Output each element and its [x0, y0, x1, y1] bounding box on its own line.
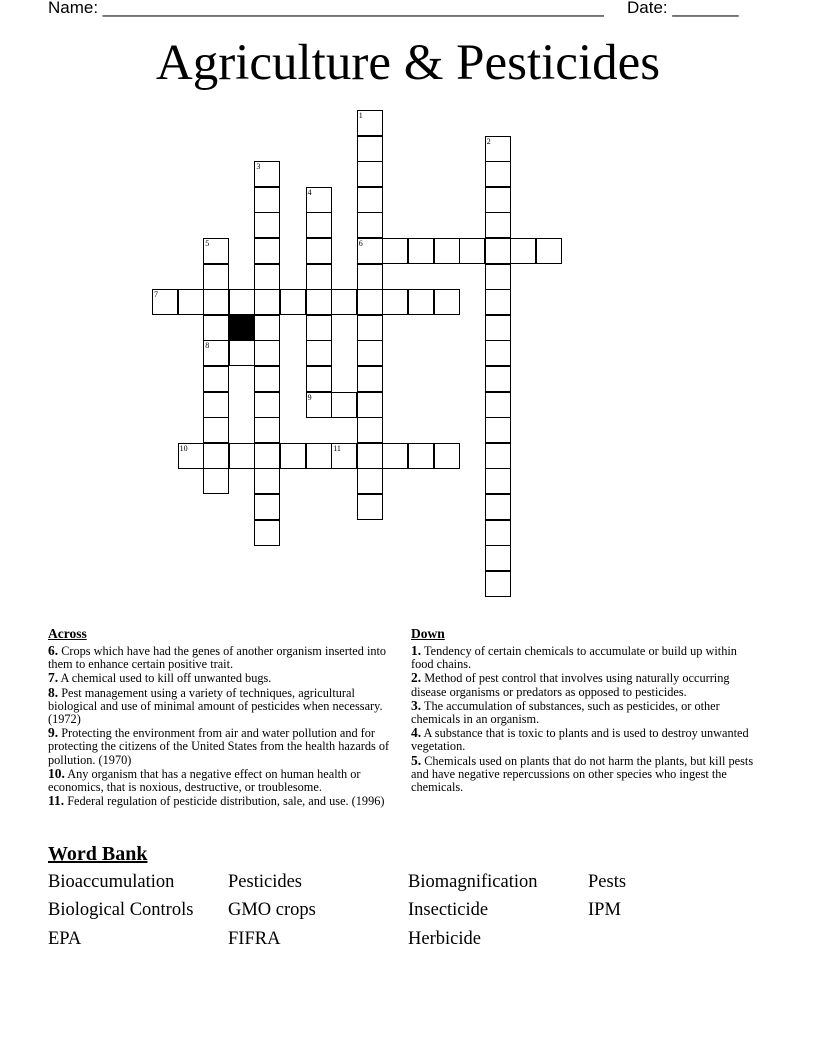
- crossword-cell[interactable]: [254, 315, 280, 341]
- crossword-cell[interactable]: [382, 238, 408, 264]
- crossword-cell[interactable]: [485, 468, 511, 494]
- crossword-cell[interactable]: [254, 340, 280, 366]
- crossword-cell[interactable]: [203, 417, 229, 443]
- word-bank-item: GMO crops: [228, 900, 316, 920]
- clue-number: 5: [205, 239, 210, 248]
- crossword-cell[interactable]: [254, 443, 280, 469]
- crossword-cell[interactable]: [203, 315, 229, 341]
- crossword-cell[interactable]: [408, 289, 434, 315]
- crossword-cell[interactable]: [357, 289, 383, 315]
- date-line: Date: _______: [627, 0, 739, 17]
- crossword-cell[interactable]: [203, 443, 229, 469]
- crossword-cell[interactable]: [485, 212, 511, 238]
- crossword-cell[interactable]: [357, 264, 383, 290]
- crossword-cell[interactable]: [357, 136, 383, 162]
- clue-number: 10: [179, 443, 188, 453]
- crossword-cell[interactable]: [434, 289, 460, 315]
- crossword-cell[interactable]: [254, 238, 280, 264]
- crossword-cell[interactable]: [254, 264, 280, 290]
- crossword-cell[interactable]: [485, 494, 511, 520]
- crossword-cell[interactable]: [254, 212, 280, 238]
- crossword-cell[interactable]: [229, 340, 255, 366]
- crossword-cell[interactable]: [485, 238, 511, 264]
- crossword-cell[interactable]: [306, 366, 332, 392]
- clue-number: 3: [256, 162, 261, 172]
- clue-number: 2: [486, 136, 491, 146]
- word-bank-item: FIFRA: [228, 929, 281, 949]
- crossword-cell[interactable]: [408, 443, 434, 469]
- crossword-cell[interactable]: [485, 264, 511, 290]
- crossword-cell[interactable]: [357, 161, 383, 187]
- crossword-cell[interactable]: [485, 571, 511, 597]
- clue-number: 1: [358, 111, 363, 120]
- crossword-cell[interactable]: [280, 289, 306, 315]
- crossword-cell[interactable]: [357, 494, 383, 520]
- word-bank-item: EPA: [48, 929, 82, 949]
- crossword-cell[interactable]: [254, 366, 280, 392]
- across-heading: Across: [48, 626, 87, 641]
- clue-number: 11: [333, 443, 341, 453]
- down-clue-2: 2. Method of pest control that involves using naturally occurring disease organisms or predators as opposed to pesticides.: [411, 670, 730, 699]
- crossword-cell[interactable]: [485, 443, 511, 469]
- down-clues: [411, 626, 756, 794]
- across-clue-6: 6. Crops which have had the genes of another organism inserted into them to enhance certain positive trait.: [48, 643, 387, 672]
- crossword-black-cell: [229, 315, 255, 341]
- crossword-cell[interactable]: [485, 289, 511, 315]
- crossword-cell[interactable]: [254, 468, 280, 494]
- clue-number: 8: [205, 341, 210, 351]
- crossword-cell[interactable]: [203, 392, 229, 418]
- clue-number: 9: [307, 392, 312, 402]
- word-bank-item: Herbicide: [408, 929, 481, 949]
- across-clue-9: 9. Protecting the environment from air and water pollution and for protecting the citizens of the United States from the health hazards of pollution. (1970): [48, 725, 390, 767]
- crossword-cell[interactable]: [357, 366, 383, 392]
- crossword-cell[interactable]: [485, 520, 511, 546]
- crossword-cell[interactable]: [485, 315, 511, 341]
- crossword-cell[interactable]: [434, 238, 460, 264]
- crossword-cell[interactable]: [459, 238, 485, 264]
- crossword-cell[interactable]: [485, 545, 511, 571]
- across-clues: [48, 626, 393, 808]
- across-clue-7: 7. A chemical used to kill off unwanted bugs.: [48, 670, 272, 686]
- word-bank-item: Biological Controls: [48, 900, 194, 920]
- crossword-cell[interactable]: [306, 315, 332, 341]
- crossword-cell[interactable]: [408, 238, 434, 264]
- clue-number: 7: [154, 290, 158, 300]
- crossword-cell[interactable]: [485, 366, 511, 392]
- crossword-cell[interactable]: [382, 443, 408, 469]
- across-clue-8: 8. Pest management using a variety of techniques, agricultural biological and use of minimal amount of pesticides when necessary. (1972): [48, 684, 383, 727]
- crossword-cell[interactable]: [357, 212, 383, 238]
- crossword-cell[interactable]: [178, 289, 204, 315]
- word-bank-title: Word Bank: [48, 843, 148, 865]
- crossword-cell[interactable]: [510, 238, 536, 264]
- crossword-cell[interactable]: [331, 289, 357, 315]
- down-heading: Down: [411, 626, 445, 641]
- crossword-cell[interactable]: [485, 417, 511, 443]
- crossword-cell[interactable]: [357, 468, 383, 494]
- crossword-cell[interactable]: [357, 340, 383, 366]
- crossword-cell[interactable]: [331, 392, 357, 418]
- crossword-cell[interactable]: [485, 161, 511, 187]
- crossword-cell[interactable]: [254, 417, 280, 443]
- crossword-cell[interactable]: [203, 289, 229, 315]
- across-clue-10: 10. Any organism that has a negative effect on human health or economics, that is noxious, destructive, or troublesome.: [48, 765, 361, 795]
- word-bank-item: Bioaccumulation: [48, 872, 175, 892]
- crossword-cell[interactable]: [485, 187, 511, 213]
- word-bank-item: Pests: [588, 872, 627, 892]
- crossword-cell[interactable]: [357, 417, 383, 443]
- word-bank-item: Pesticides: [228, 872, 302, 892]
- down-clue-1: 1. Tendency of certain chemicals to accumulate or build up within food chains.: [411, 643, 737, 672]
- crossword-cell[interactable]: [357, 392, 383, 418]
- crossword-cell[interactable]: [254, 520, 280, 546]
- word-bank-item: Biomagnification: [408, 872, 538, 892]
- clue-number: 6: [358, 239, 363, 248]
- across-clue-11: 11. Federal regulation of pesticide distribution, sale, and use. (1996): [48, 793, 385, 809]
- crossword-cell[interactable]: [203, 366, 229, 392]
- crossword-cell[interactable]: [306, 264, 332, 290]
- crossword-cell[interactable]: [203, 264, 229, 290]
- down-clue-3: 3. The accumulation of substances, such as pesticides, or other chemicals in an organism.: [411, 697, 720, 727]
- crossword-cell[interactable]: [485, 392, 511, 418]
- crossword-cell[interactable]: [254, 392, 280, 418]
- crossword-cell[interactable]: [434, 443, 460, 469]
- crossword-cell[interactable]: [306, 340, 332, 366]
- crossword-cell[interactable]: [229, 443, 255, 469]
- crossword-cell[interactable]: [357, 443, 383, 469]
- crossword-cell[interactable]: [536, 238, 562, 264]
- crossword-cell[interactable]: [280, 443, 306, 469]
- crossword-cell[interactable]: [357, 315, 383, 341]
- crossword-cell[interactable]: [306, 443, 332, 469]
- word-bank-item: IPM: [588, 900, 621, 920]
- crossword-cell[interactable]: [306, 289, 332, 315]
- crossword-cell[interactable]: [306, 238, 332, 264]
- clue-number: 4: [307, 187, 312, 197]
- crossword-cell[interactable]: [254, 289, 280, 315]
- down-clue-4: 4. A substance that is toxic to plants and is used to destroy unwanted vegetation.: [411, 725, 749, 754]
- crossword-cell[interactable]: [254, 494, 280, 520]
- page-title: Agriculture & Pesticides: [155, 35, 661, 91]
- word-bank-item: Insecticide: [408, 900, 489, 920]
- crossword-cell[interactable]: [203, 468, 229, 494]
- crossword-cell[interactable]: [485, 340, 511, 366]
- crossword-cell[interactable]: [382, 289, 408, 315]
- crossword-cell[interactable]: [357, 187, 383, 213]
- crossword-cell[interactable]: [306, 212, 332, 238]
- crossword-cell[interactable]: [229, 289, 255, 315]
- crossword-cell[interactable]: [254, 187, 280, 213]
- name-line: Name: _____________________________________________________: [48, 0, 604, 17]
- down-clue-5: 5. Chemicals used on plants that do not harm the plants, but kill pests and have negative repercussions on other species who ingest the chemicals.: [411, 752, 754, 795]
